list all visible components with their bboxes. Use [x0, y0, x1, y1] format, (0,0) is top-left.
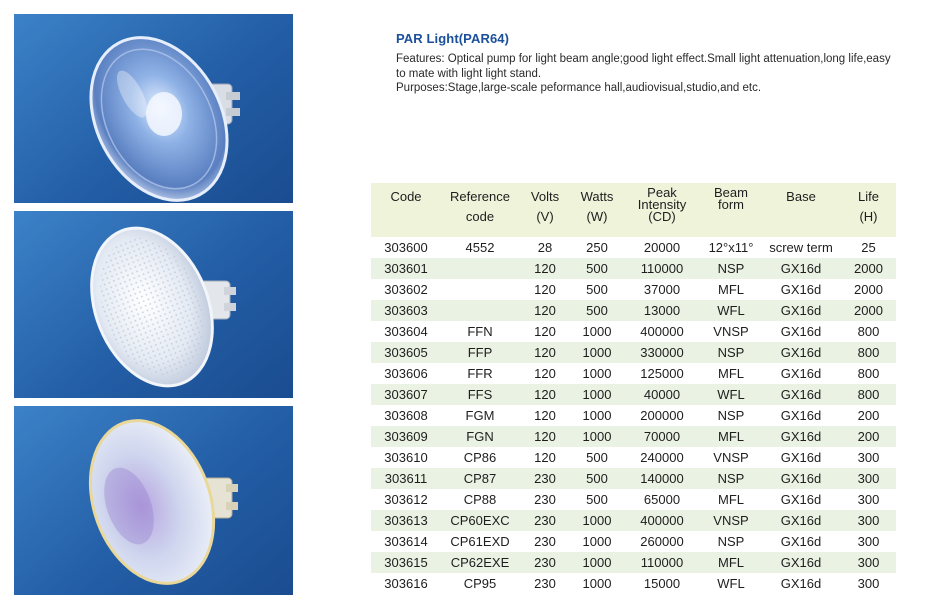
- cell-peak-intensity: 13000: [623, 300, 701, 321]
- cell-volts: 230: [519, 573, 571, 594]
- cell-life: 2000: [841, 279, 896, 300]
- table-row: [371, 342, 896, 363]
- table-row: [371, 363, 896, 384]
- cell-base: screw term: [761, 237, 841, 258]
- cell-watts: 1000: [571, 405, 623, 426]
- cell-beam-form: WFL: [701, 573, 761, 594]
- cell-life: 2000: [841, 258, 896, 279]
- cell-volts: 120: [519, 321, 571, 342]
- cell-life: 300: [841, 573, 896, 594]
- table-row: [371, 531, 896, 552]
- cell-code: 303602: [371, 279, 441, 300]
- cell-peak-intensity: 37000: [623, 279, 701, 300]
- par64-lamp-frosted-lens-photo: [14, 211, 293, 398]
- product-description: [396, 52, 896, 96]
- cell-life: 2000: [841, 300, 896, 321]
- cell-volts: 120: [519, 426, 571, 447]
- cell-watts: 1000: [571, 321, 623, 342]
- cell-peak-intensity: 200000: [623, 405, 701, 426]
- cell-code: 303600: [371, 237, 441, 258]
- cell-watts: 1000: [571, 531, 623, 552]
- cell-reference-code: CP60EXC: [441, 510, 519, 531]
- cell-volts: 120: [519, 279, 571, 300]
- cell-reference-code: CP61EXD: [441, 531, 519, 552]
- cell-beam-form: VNSP: [701, 447, 761, 468]
- cell-volts: 120: [519, 447, 571, 468]
- cell-life: 800: [841, 342, 896, 363]
- cell-code: 303605: [371, 342, 441, 363]
- cell-peak-intensity: 40000: [623, 384, 701, 405]
- cell-volts: 120: [519, 300, 571, 321]
- cell-code: 303606: [371, 363, 441, 384]
- cell-volts: 120: [519, 384, 571, 405]
- cell-watts: 1000: [571, 342, 623, 363]
- cell-base: GX16d: [761, 405, 841, 426]
- cell-volts: 28: [519, 237, 571, 258]
- cell-volts: 230: [519, 531, 571, 552]
- features-text: Features: Optical pump for light beam angle;good light effect.Small light attenuation,long life,easy to mate with light light stand.: [396, 53, 891, 80]
- cell-base: GX16d: [761, 426, 841, 447]
- cell-volts: 120: [519, 258, 571, 279]
- table-header-row: [371, 183, 896, 237]
- cell-watts: 500: [571, 468, 623, 489]
- cell-base: GX16d: [761, 363, 841, 384]
- cell-beam-form: WFL: [701, 384, 761, 405]
- cell-peak-intensity: 330000: [623, 342, 701, 363]
- cell-beam-form: MFL: [701, 552, 761, 573]
- cell-volts: 230: [519, 510, 571, 531]
- header-volts: Volts (V): [519, 183, 571, 237]
- cell-life: 800: [841, 384, 896, 405]
- cell-beam-form: 12°x11°: [701, 237, 761, 258]
- cell-code: 303608: [371, 405, 441, 426]
- cell-watts: 500: [571, 279, 623, 300]
- cell-volts: 230: [519, 489, 571, 510]
- cell-watts: 500: [571, 489, 623, 510]
- header-code: Code: [371, 183, 441, 237]
- cell-peak-intensity: 140000: [623, 468, 701, 489]
- par64-lamp-clear-lens-photo: [14, 406, 293, 595]
- cell-code: 303616: [371, 573, 441, 594]
- cell-peak-intensity: 110000: [623, 258, 701, 279]
- cell-code: 303607: [371, 384, 441, 405]
- header-life: Life (H): [841, 183, 896, 237]
- cell-base: GX16d: [761, 447, 841, 468]
- cell-reference-code: [441, 279, 519, 300]
- table-row: [371, 552, 896, 573]
- cell-reference-code: FFR: [441, 363, 519, 384]
- cell-beam-form: WFL: [701, 300, 761, 321]
- cell-life: 200: [841, 426, 896, 447]
- cell-reference-code: CP62EXE: [441, 552, 519, 573]
- table-row: [371, 510, 896, 531]
- cell-volts: 120: [519, 342, 571, 363]
- cell-reference-code: [441, 300, 519, 321]
- cell-reference-code: 4552: [441, 237, 519, 258]
- cell-watts: 1000: [571, 426, 623, 447]
- cell-peak-intensity: 260000: [623, 531, 701, 552]
- cell-life: 300: [841, 489, 896, 510]
- table-row: [371, 384, 896, 405]
- cell-volts: 230: [519, 468, 571, 489]
- cell-reference-code: FFP: [441, 342, 519, 363]
- cell-reference-code: FGN: [441, 426, 519, 447]
- cell-volts: 120: [519, 363, 571, 384]
- cell-life: 800: [841, 321, 896, 342]
- cell-watts: 250: [571, 237, 623, 258]
- table-row: [371, 258, 896, 279]
- cell-life: 300: [841, 447, 896, 468]
- table-row: [371, 426, 896, 447]
- cell-beam-form: NSP: [701, 531, 761, 552]
- cell-beam-form: MFL: [701, 279, 761, 300]
- cell-watts: 1000: [571, 552, 623, 573]
- cell-code: 303609: [371, 426, 441, 447]
- cell-peak-intensity: 110000: [623, 552, 701, 573]
- cell-base: GX16d: [761, 552, 841, 573]
- cell-beam-form: VNSP: [701, 510, 761, 531]
- cell-peak-intensity: 70000: [623, 426, 701, 447]
- cell-beam-form: NSP: [701, 405, 761, 426]
- cell-code: 303603: [371, 300, 441, 321]
- cell-life: 25: [841, 237, 896, 258]
- cell-watts: 500: [571, 447, 623, 468]
- cell-base: GX16d: [761, 321, 841, 342]
- cell-base: GX16d: [761, 279, 841, 300]
- cell-reference-code: FFN: [441, 321, 519, 342]
- cell-watts: 1000: [571, 384, 623, 405]
- header-watts: Watts (W): [571, 183, 623, 237]
- cell-beam-form: NSP: [701, 258, 761, 279]
- table-row: [371, 468, 896, 489]
- cell-volts: 230: [519, 552, 571, 573]
- cell-base: GX16d: [761, 384, 841, 405]
- cell-watts: 1000: [571, 510, 623, 531]
- cell-watts: 1000: [571, 363, 623, 384]
- table-row: [371, 300, 896, 321]
- cell-code: 303613: [371, 510, 441, 531]
- spec-table-body: [371, 237, 896, 594]
- cell-peak-intensity: 400000: [623, 510, 701, 531]
- cell-reference-code: [441, 258, 519, 279]
- product-photos: [14, 14, 293, 595]
- cell-code: 303601: [371, 258, 441, 279]
- product-title: PAR Light(PAR64): [396, 31, 510, 46]
- par64-lamp-clear-reflector-photo: [14, 14, 293, 203]
- cell-life: 200: [841, 405, 896, 426]
- header-peak-intensity: Peak Intensity (CD): [623, 183, 701, 237]
- table-row: [371, 447, 896, 468]
- cell-life: 800: [841, 363, 896, 384]
- cell-base: GX16d: [761, 489, 841, 510]
- table-row: [371, 489, 896, 510]
- cell-watts: 1000: [571, 573, 623, 594]
- cell-watts: 500: [571, 300, 623, 321]
- cell-beam-form: MFL: [701, 363, 761, 384]
- cell-peak-intensity: 20000: [623, 237, 701, 258]
- cell-code: 303615: [371, 552, 441, 573]
- cell-peak-intensity: 15000: [623, 573, 701, 594]
- cell-beam-form: VNSP: [701, 321, 761, 342]
- cell-life: 300: [841, 531, 896, 552]
- cell-life: 300: [841, 552, 896, 573]
- cell-peak-intensity: 125000: [623, 363, 701, 384]
- cell-life: 300: [841, 510, 896, 531]
- cell-peak-intensity: 65000: [623, 489, 701, 510]
- cell-volts: 120: [519, 405, 571, 426]
- cell-reference-code: CP87: [441, 468, 519, 489]
- lamp-photo-clear-reflector: [14, 14, 293, 203]
- cell-code: 303604: [371, 321, 441, 342]
- cell-code: 303610: [371, 447, 441, 468]
- cell-beam-form: NSP: [701, 342, 761, 363]
- purposes-text: Purposes:Stage,large-scale peformance hall,audiovisual,studio,and etc.: [396, 82, 762, 94]
- cell-base: GX16d: [761, 468, 841, 489]
- cell-beam-form: NSP: [701, 468, 761, 489]
- header-base: Base: [761, 183, 841, 237]
- header-reference-code: Reference code: [441, 183, 519, 237]
- table-row: [371, 321, 896, 342]
- cell-code: 303614: [371, 531, 441, 552]
- cell-base: GX16d: [761, 510, 841, 531]
- cell-watts: 500: [571, 258, 623, 279]
- cell-peak-intensity: 240000: [623, 447, 701, 468]
- lamp-photo-clear-lens: [14, 406, 293, 595]
- cell-beam-form: MFL: [701, 426, 761, 447]
- cell-code: 303612: [371, 489, 441, 510]
- cell-reference-code: FGM: [441, 405, 519, 426]
- table-row: [371, 237, 896, 258]
- table-row: [371, 573, 896, 594]
- cell-base: GX16d: [761, 300, 841, 321]
- cell-reference-code: CP86: [441, 447, 519, 468]
- cell-peak-intensity: 400000: [623, 321, 701, 342]
- cell-beam-form: MFL: [701, 489, 761, 510]
- cell-code: 303611: [371, 468, 441, 489]
- table-row: [371, 405, 896, 426]
- spec-table: [371, 183, 896, 594]
- cell-base: GX16d: [761, 342, 841, 363]
- table-row: [371, 279, 896, 300]
- cell-base: GX16d: [761, 258, 841, 279]
- cell-base: GX16d: [761, 531, 841, 552]
- cell-base: GX16d: [761, 573, 841, 594]
- cell-reference-code: CP95: [441, 573, 519, 594]
- lamp-photo-frosted-lens: [14, 211, 293, 398]
- header-beam-form: Beam form: [701, 183, 761, 237]
- cell-reference-code: FFS: [441, 384, 519, 405]
- cell-life: 300: [841, 468, 896, 489]
- cell-reference-code: CP88: [441, 489, 519, 510]
